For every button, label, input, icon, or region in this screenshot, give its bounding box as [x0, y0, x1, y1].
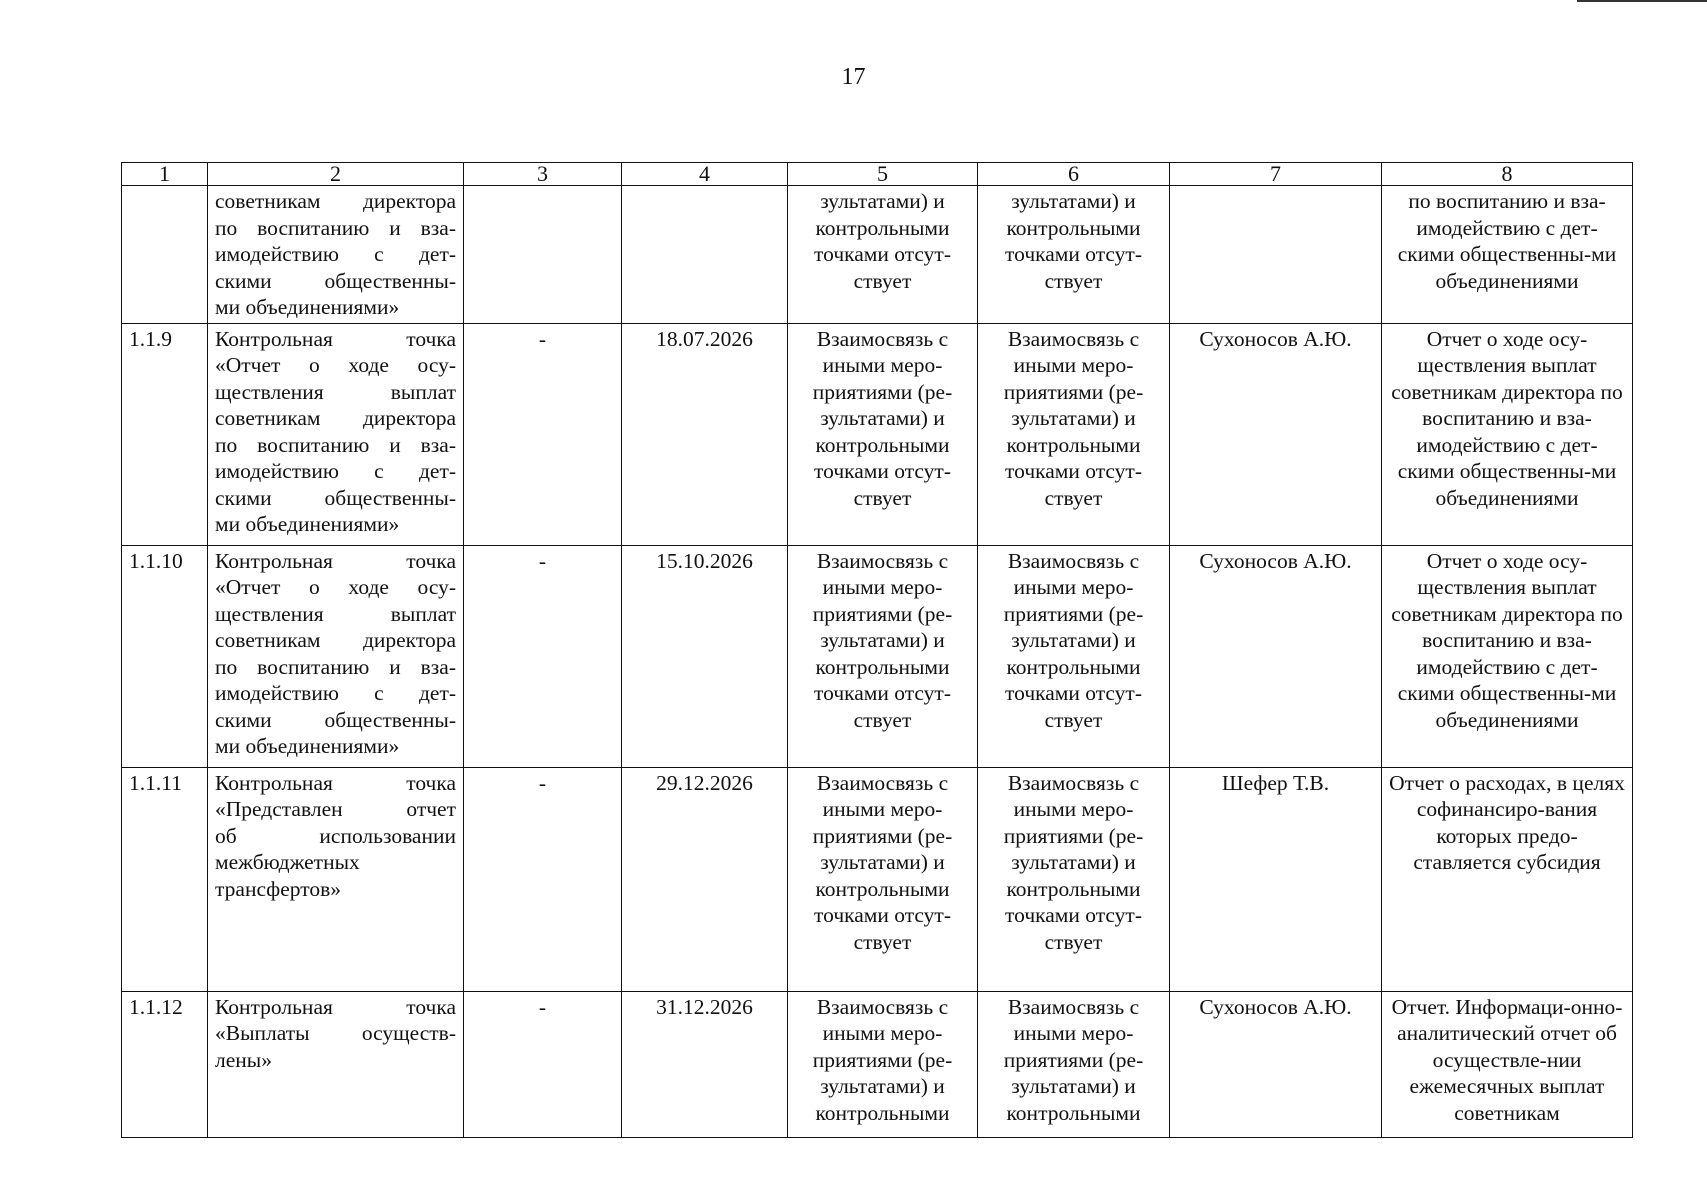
relation-cell: Взаимосвязь с иными меро-приятиями (ре-зультатами) и контрольными точками отсут-ствует [978, 767, 1170, 991]
name-line: ми объединениями» [215, 295, 400, 319]
relation-cell: зультатами) и контрольными точками отсут-ствует [978, 186, 1170, 324]
name-cell [208, 186, 464, 324]
document-cell: Отчет. Информаци-онно-аналитический отчет об осуществле-нии ежемесячных выплат советникам [1382, 991, 1633, 1137]
document-cell: Отчет о ходе осу-ществления выплат советникам директора по воспитанию и вза-имодействию с дет-скими общественны-ми объединениями [1382, 323, 1633, 545]
table-row [122, 767, 1633, 991]
date-cell [622, 186, 788, 324]
relation-cell: зультатами) и контрольными точками отсут-ствует [788, 186, 978, 324]
page-number: 17 [841, 64, 866, 90]
num-cell: 1.1.11 [122, 767, 208, 991]
relation-cell: Взаимосвязь с иными меро-приятиями (ре-зультатами) и контрольными [788, 991, 978, 1137]
relation-cell: Взаимосвязь с иными меро-приятиями (ре-зультатами) и контрольными точками отсут-ствует [978, 545, 1170, 767]
name-line: имодействию с дет- [215, 459, 456, 483]
col3-cell: - [464, 545, 622, 767]
name-line: по воспитанию и вза- [215, 432, 456, 457]
header-cell: 7 [1170, 163, 1382, 186]
relation-cell: Взаимосвязь с иными меро-приятиями (ре-зультатами) и контрольными точками отсут-ствует [788, 545, 978, 767]
name-cell [208, 767, 464, 991]
name-line: ми объединениями» [215, 512, 400, 536]
relation-cell: Взаимосвязь с иными меро-приятиями (ре-зультатами) и контрольными точками отсут-ствует [978, 323, 1170, 545]
responsible-cell: Шефер Т.В. [1170, 767, 1382, 991]
name-line: советникам директора [215, 189, 456, 213]
table-row [122, 991, 1633, 1137]
date-cell: 15.10.2026 [622, 545, 788, 767]
responsible-cell: Сухоносов А.Ю. [1170, 545, 1382, 767]
name-line: скими общественны- [215, 485, 456, 510]
header-cell: 1 [122, 163, 208, 186]
name-line: ществления выплат [215, 601, 456, 626]
num-cell: 1.1.12 [122, 991, 208, 1137]
col3-cell: - [464, 323, 622, 545]
name-cell [208, 323, 464, 545]
name-line: лены» [215, 1047, 272, 1072]
header-row [122, 163, 1633, 186]
document-cell: Отчет о ходе осу-ществления выплат советникам директора по воспитанию и вза-имодействию с дет-скими общественны-ми объединениями [1382, 545, 1633, 767]
name-line: «Представлен отчет [215, 797, 456, 821]
name-line: советникам директора [215, 406, 456, 430]
num-cell: 1.1.10 [122, 545, 208, 767]
name-line: по воспитанию и вза- [215, 215, 456, 240]
corner-mark [1577, 0, 1707, 2]
relation-cell: Взаимосвязь с иными меро-приятиями (ре-зультатами) и контрольными точками отсут-ствует [788, 323, 978, 545]
responsible-cell: Сухоносов А.Ю. [1170, 991, 1382, 1137]
name-line: скими общественны- [215, 268, 456, 293]
date-cell: 18.07.2026 [622, 323, 788, 545]
table-row [122, 545, 1633, 767]
name-line: ществления выплат [215, 379, 456, 404]
name-line: скими общественны- [215, 707, 456, 732]
name-line: трансфертов» [215, 876, 341, 901]
name-line: «Выплаты осуществ- [215, 1021, 456, 1045]
relation-cell: Взаимосвязь с иными меро-приятиями (ре-зультатами) и контрольными точками отсут-ствует [788, 767, 978, 991]
header-cell: 5 [788, 163, 978, 186]
date-cell: 29.12.2026 [622, 767, 788, 991]
name-cell [208, 991, 464, 1137]
relation-cell: Взаимосвязь с иными меро-приятиями (ре-зультатами) и контрольными [978, 991, 1170, 1137]
header-cell: 6 [978, 163, 1170, 186]
table-row [122, 323, 1633, 545]
document-cell: по воспитанию и вза-имодействию с дет-скими общественны-ми объединениями [1382, 186, 1633, 324]
name-line: по воспитанию и вза- [215, 654, 456, 679]
header-cell: 8 [1382, 163, 1633, 186]
name-line: Контрольная точка [215, 326, 456, 351]
name-cell [208, 545, 464, 767]
col3-cell: - [464, 991, 622, 1137]
events-table [121, 162, 1633, 1138]
header-cell: 2 [208, 163, 464, 186]
name-line: Контрольная точка [215, 994, 456, 1019]
name-line: межбюджетных [215, 850, 360, 874]
name-line: советникам директора [215, 628, 456, 652]
header-cell: 4 [622, 163, 788, 186]
col3-cell [464, 186, 622, 324]
num-cell [122, 186, 208, 324]
name-line: имодействию с дет- [215, 242, 456, 266]
responsible-cell: Сухоносов А.Ю. [1170, 323, 1382, 545]
col3-cell: - [464, 767, 622, 991]
date-cell: 31.12.2026 [622, 991, 788, 1137]
name-line: ми объединениями» [215, 734, 400, 758]
responsible-cell [1170, 186, 1382, 324]
document-cell: Отчет о расходах, в целях софинансиро-вания которых предо-ставляется субсидия [1382, 767, 1633, 991]
name-line: об использовании [215, 823, 456, 848]
header-cell: 3 [464, 163, 622, 186]
num-cell: 1.1.9 [122, 323, 208, 545]
continuation-row [122, 186, 1633, 324]
name-line: «Отчет о ходе осу- [215, 353, 456, 377]
name-line: имодействию с дет- [215, 681, 456, 705]
name-line: Контрольная точка [215, 548, 456, 573]
name-line: «Отчет о ходе осу- [215, 575, 456, 599]
name-line: Контрольная точка [215, 770, 456, 795]
